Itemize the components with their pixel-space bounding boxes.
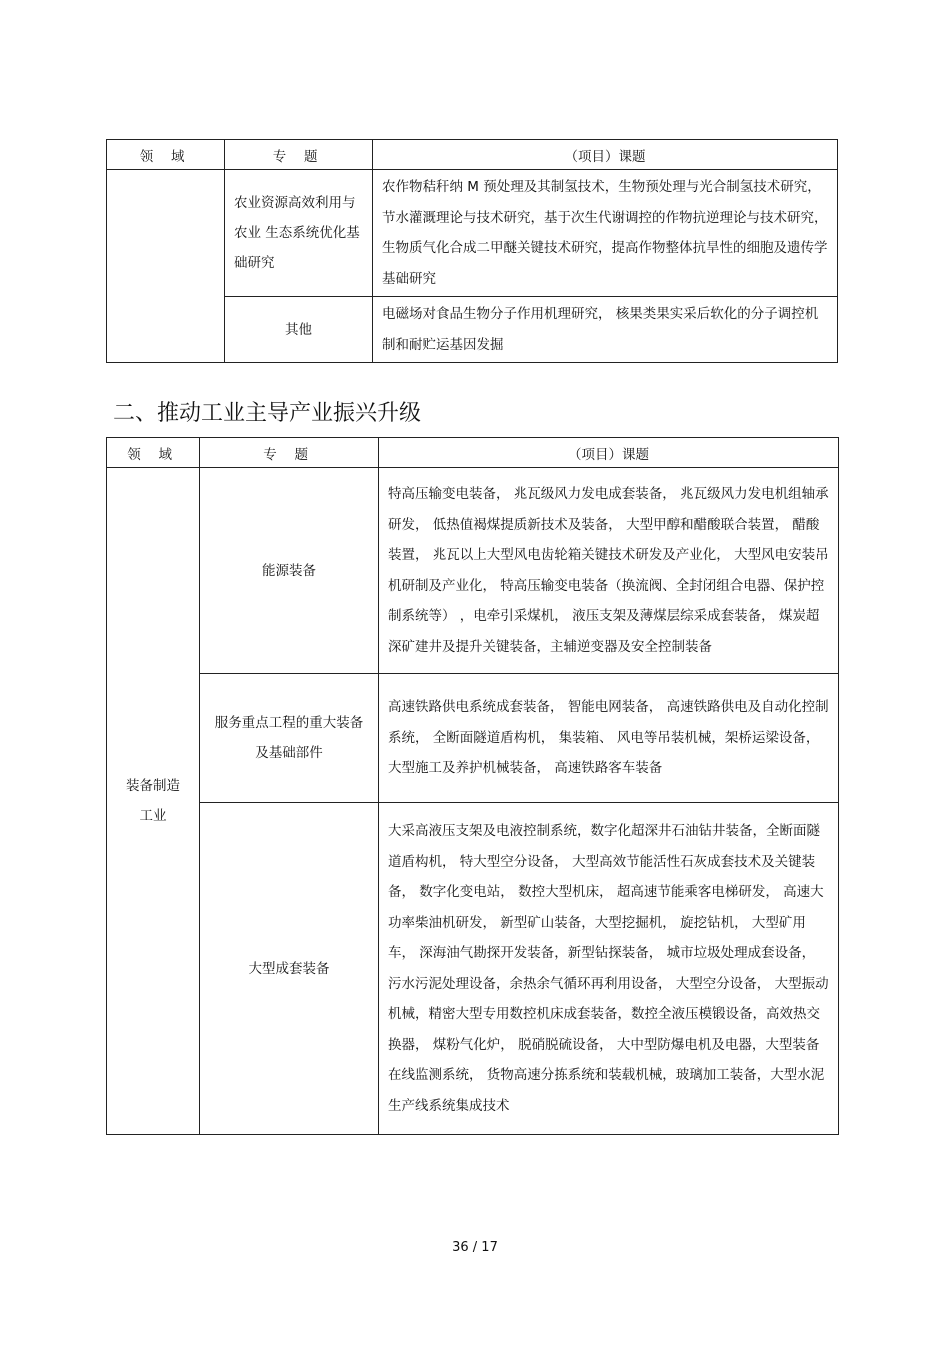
table-row	[107, 803, 839, 1135]
projects-cell: 高速铁路供电系统成套装备， 智能电网装备， 高速铁路供电及自动化控制系统， 全断面隧道盾构机， 集装箱、 风电等吊装机械，架桥运梁设备， 大型施工及养护机械装备， 高速铁路客车装备	[379, 674, 839, 803]
section-title: 二、推动工业主导产业振兴升级	[113, 401, 422, 426]
table-row	[107, 468, 839, 674]
header-domain: 领 域	[107, 140, 225, 170]
table-agriculture-continued	[106, 139, 838, 363]
header-domain: 领 域	[107, 438, 200, 468]
topic-cell: 大型成套装备	[200, 803, 379, 1135]
topic-cell: 农业资源高效利用与农业 生态系统优化基础研究	[225, 170, 373, 297]
header-topic: 专 题	[225, 140, 373, 170]
topic-cell: 服务重点工程的重大装备及基础部件	[200, 674, 379, 803]
table-industry	[106, 437, 839, 1135]
header-topic: 专 题	[200, 438, 379, 468]
projects-cell: 电磁场对食品生物分子作用机理研究， 核果类果实采后软化的分子调控机制和耐贮运基因发掘	[373, 297, 838, 363]
domain-cell	[107, 170, 225, 363]
header-projects: （项目）课题	[373, 140, 838, 170]
table-row	[107, 674, 839, 803]
page-number: 36 / 17	[452, 1240, 498, 1255]
table-header-row	[107, 438, 839, 468]
projects-cell: 农作物秸秆纳 M 预处理及其制氢技术，生物预处理与光合制氢技术研究，节水灌溉理论与技术研究，基于次生代谢调控的作物抗逆理论与技术研究，生物质气化合成二甲醚关键技术研究，提高作物整体抗旱性的细胞及遗传学基础研究	[373, 170, 838, 297]
domain-cell: 装备制造工业	[107, 468, 200, 1135]
header-projects: （项目）课题	[379, 438, 839, 468]
projects-cell: 大采高液压支架及电液控制系统，数字化超深井石油钻井装备，全断面隧道盾构机， 特大型空分设备， 大型高效节能活性石灰成套技术及关键装备， 数字化变电站， 数控大型机床， 超高速节能乘客电梯研发， 高速大功率柴油机研发， 新型矿山装备，大型挖掘机， 旋挖钻机， 大型矿用车， 深海油气勘探开发装备，新型钻探装备， 城市垃圾处理成套设备， 污水污泥处理设备，余热余气循环再利用设备， 大型空分设备， 大型振动机械，精密大型专用数控机床成套装备，数控全液压模锻设备，高效热交换器， 煤粉气化炉， 脱硝脱硫设备， 大中型防爆电机及电器，大型装备在线监测系统， 货物高速分拣系统和装载机械，玻璃加工装备，大型水泥生产线系统集成技术	[379, 803, 839, 1135]
topic-cell: 其他	[225, 297, 373, 363]
table-header-row	[107, 140, 838, 170]
projects-cell: 特高压输变电装备， 兆瓦级风力发电成套装备， 兆瓦级风力发电机组轴承研发， 低热值褐煤提质新技术及装备， 大型甲醇和醋酸联合装置， 醋酸装置， 兆瓦以上大型风电齿轮箱关键技术研发及产业化， 大型风电安装吊机研制及产业化， 特高压输变电装备（换流阀、全封闭组合电器、保护控制系统等） ，电牵引采煤机， 液压支架及薄煤层综采成套装备， 煤炭超深矿建井及提升关键装备，主辅逆变器及安全控制装备	[379, 468, 839, 674]
table-row	[107, 170, 838, 297]
topic-cell: 能源装备	[200, 468, 379, 674]
